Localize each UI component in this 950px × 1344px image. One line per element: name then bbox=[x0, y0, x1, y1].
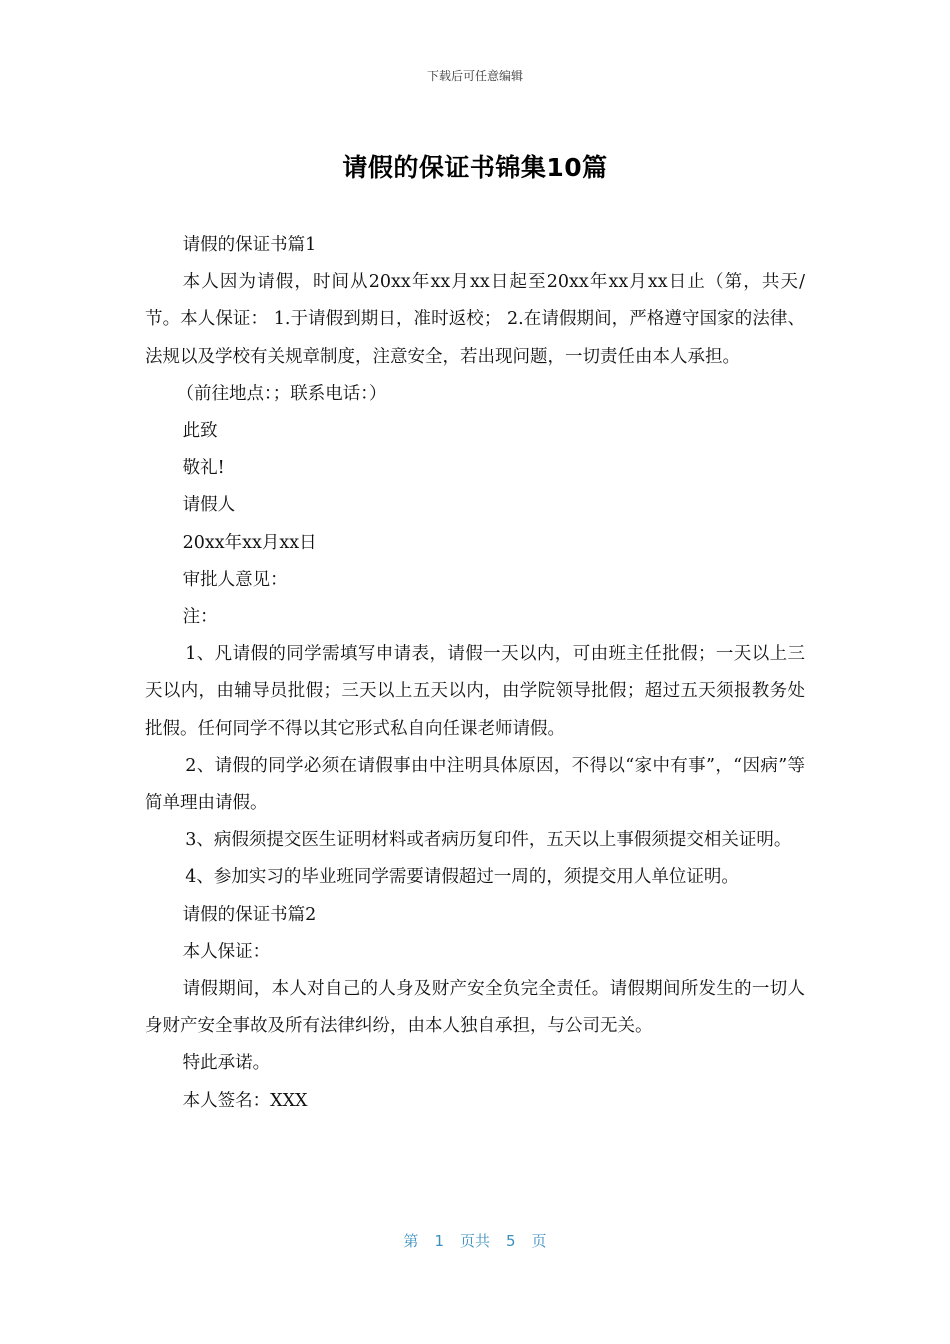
footer-label-page: 第 bbox=[403, 1232, 419, 1250]
footer-label-of: 页共 bbox=[459, 1232, 490, 1250]
paragraph: （前往地点：；联系电话：） bbox=[176, 383, 387, 404]
paragraph: 注： bbox=[182, 607, 218, 628]
paragraph: 4、参加实习的毕业班同学需要请假超过一周的，须提交用人单位证明。 bbox=[185, 867, 739, 888]
paragraph: 请假的保证书篇2 bbox=[182, 904, 317, 925]
paragraph: 此致 bbox=[182, 421, 218, 442]
paragraph: 20xx年xx月xx日 bbox=[182, 532, 317, 553]
paragraph: 审批人意见： bbox=[182, 569, 288, 590]
page-footer bbox=[0, 1230, 950, 1251]
paragraph: 请假人 bbox=[182, 495, 236, 516]
paragraph: 特此承诺。 bbox=[182, 1053, 271, 1074]
paragraph: 2、请假的同学必须在请假事由中注明具体原因，不得以“家中有事”，“因病”等简单理由请假。 bbox=[145, 755, 805, 814]
footer-label-end: 页 bbox=[531, 1232, 547, 1250]
paragraph: 敬礼! bbox=[182, 458, 225, 479]
paragraph: 请假的保证书篇1 bbox=[182, 235, 317, 255]
paragraph: 请假期间，本人对自己的人身及财产安全负完全责任。请假期间所发生的一切人身财产安全事故及所有法律纠纷，由本人独自承担，与公司无关。 bbox=[145, 979, 805, 1037]
footer-current-page: 1 bbox=[434, 1232, 444, 1250]
footer-total-pages: 5 bbox=[506, 1232, 516, 1250]
paragraph: 1、凡请假的同学需填写申请表，请假一天以内，可由班主任批假；一天以上三天以内，由辅导员批假；三天以上五天以内，由学院领导批假；超过五天须报教务处批假。任何同学不得以其它形式私自向任课老师请假。 bbox=[145, 644, 805, 739]
paragraph: 本人签名：XXX bbox=[182, 1090, 308, 1111]
header-note: 下载后可任意编辑 bbox=[426, 69, 523, 83]
document-title: 请假的保证书锦集10篇 bbox=[342, 153, 608, 182]
paragraph: 本人保证： bbox=[182, 941, 271, 962]
document-body bbox=[145, 227, 805, 1120]
paragraph: 本人因为请假，时间从20xx年xx月xx日起至20xx年xx月xx日止（第，共天/节。本人保证： 1.于请假到期日，准时返校； 2.在请假期间，严格遵守国家的法律、法规以及学校有关规章制度，注意安全，若出现问题，一切责任由本人承担。 bbox=[145, 272, 805, 367]
paragraph: 3、病假须提交医生证明材料或者病历复印件，五天以上事假须提交相关证明。 bbox=[185, 830, 792, 851]
